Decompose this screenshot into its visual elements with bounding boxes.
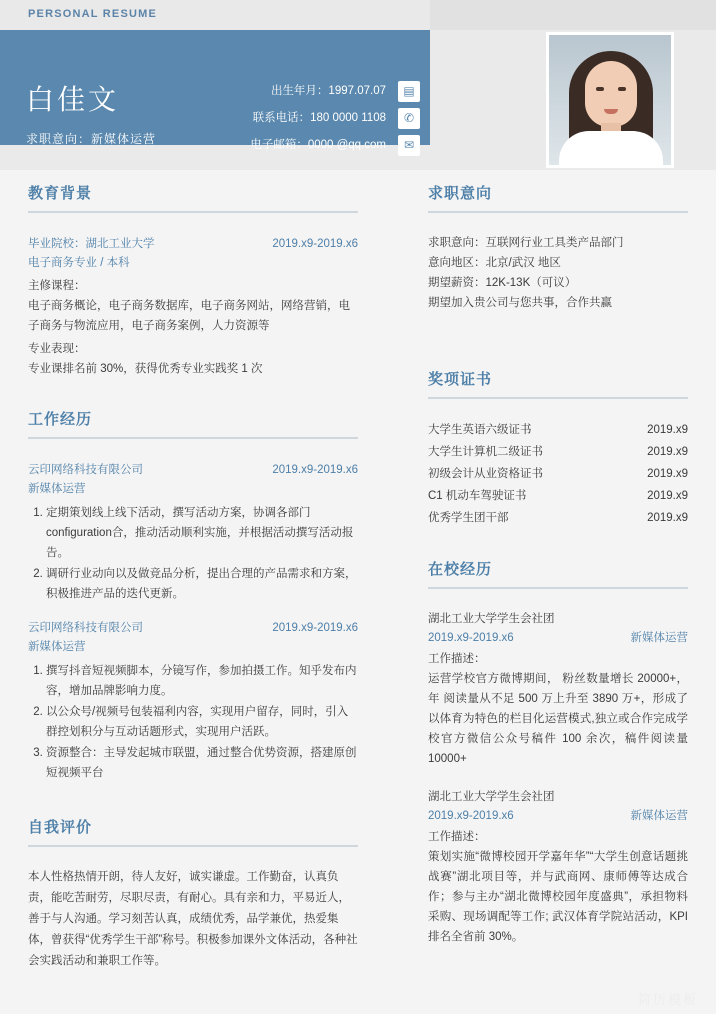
award-row [428, 441, 688, 463]
job-intent-line: 期望加入贵公司与您共事，合作共赢 [428, 297, 612, 309]
left-column [0, 170, 400, 1014]
award-name: 大学生英语六级证书 [428, 424, 532, 436]
campus-role: 新媒体运营 [630, 810, 688, 822]
education-title: 教育背景 [28, 185, 93, 202]
work-duty-list [28, 661, 358, 783]
work-company: 云印网络科技有限公司 [28, 622, 143, 634]
candidate-name: 白佳文 [26, 83, 120, 116]
avatar [546, 32, 674, 168]
section-campus [428, 558, 688, 947]
section-work [28, 408, 358, 784]
award-row [428, 507, 688, 529]
work-company: 云印网络科技有限公司 [28, 464, 143, 476]
education-date: 2019.x9-2019.x6 [272, 238, 358, 250]
campus-role: 新媒体运营 [630, 632, 688, 644]
work-date: 2019.x9-2019.x6 [272, 464, 358, 476]
campus-desc: 策划实施“微博校园开学嘉年华”“大学生创意话题挑战赛”湖北项目等，并与武商网、康师傅等达成合作；参与主办“湖北微博校园年度盛典”，承担物料采购、现场调配等工作; 武汉体育学院站活动，KPI 排名全省前 30%。 [428, 851, 688, 943]
work-role: 新媒体运营 [28, 641, 86, 653]
job-intent-line: 意向地区：北京/武汉 地区 [428, 257, 561, 269]
work-title: 工作经历 [28, 411, 93, 428]
self-evaluation-title: 自我评价 [28, 819, 93, 836]
award-date: 2019.x9 [647, 424, 688, 436]
work-duty-item: 2. 调研行业动向以及做竞品分析，提出合理的产品需求和方案，积极推进产品的迭代更新。 [46, 564, 358, 604]
contact-list [200, 78, 420, 159]
campus-desc-label: 工作描述： [428, 831, 486, 843]
contact-birthdate-text: 出生年月：1997.07.07 [270, 85, 386, 97]
education-school-row [28, 235, 358, 254]
work-duty-item: 1. 撰写抖音短视频脚本，分镜写作，参加拍摄工作。知乎发布内容，增加品牌影响力度。 [46, 661, 358, 701]
campus-meta-row [428, 629, 688, 649]
contact-email-text: 电子邮箱：0000 @qq.com [250, 139, 386, 151]
award-date: 2019.x9 [647, 446, 688, 458]
education-courses: 电子商务概论，电子商务数据库，电子商务网站，网络营销，电子商务与物流应用，电子商务案例，人力资源等 [28, 300, 350, 332]
section-awards [428, 368, 688, 529]
contact-birthdate [200, 78, 420, 105]
job-intent-title: 求职意向 [428, 185, 493, 202]
award-name: C1 机动车驾驶证书 [428, 490, 527, 502]
award-row [428, 463, 688, 485]
campus-date: 2019.x9-2019.x6 [428, 632, 514, 644]
education-performance: 专业课排名前 30%，获得优秀专业实践奖 1 次 [28, 363, 263, 375]
work-date: 2019.x9-2019.x6 [272, 622, 358, 634]
award-name: 优秀学生团干部 [428, 512, 509, 524]
top-bar-accent [430, 0, 716, 30]
campus-org: 湖北工业大学学生会社团 [428, 613, 555, 625]
work-duty-item: 3. 资源整合：主导发起城市联盟，通过整合优势资源，搭建原创短视频平台 [46, 743, 358, 783]
campus-date: 2019.x9-2019.x6 [428, 810, 514, 822]
header-job-intent: 求职意向：新媒体运营 [26, 132, 157, 146]
contact-phone [200, 105, 420, 132]
education-performance-label: 专业表现： [28, 343, 86, 355]
education-major: 电子商务专业 / 本科 [28, 257, 130, 269]
campus-title: 在校经历 [428, 561, 493, 578]
section-job-intent [428, 182, 688, 313]
work-duty-item: 2. 以公众号/视频号包装福利内容，实现用户留存，同时，引入群控划积分与互动话题形式，实现用户活跃。 [46, 702, 358, 742]
campus-desc-label: 工作描述： [428, 653, 486, 665]
work-company-row [28, 461, 358, 480]
award-name: 初级会计从业资格证书 [428, 468, 543, 480]
contact-phone-text: 联系电话：180 0000 1108 [252, 112, 386, 124]
work-company-row [28, 619, 358, 638]
work-duty-list [28, 503, 358, 604]
header-blue-panel [0, 30, 430, 152]
phone-icon: ✆ [398, 108, 420, 129]
top-bar [0, 0, 716, 30]
campus-desc: 运营学校官方微博期间， 粉丝数量增长 20000+，年 阅读量从不足 500 万上升至 3890 万+，形成了以体育为特色的栏目化运营模式,独立或合作完成学校官方微信公众号稿件 100 余次，稿件阅读量 10000+ [428, 673, 688, 765]
section-self-evaluation [28, 816, 358, 972]
award-date: 2019.x9 [647, 490, 688, 502]
section-education [28, 182, 358, 379]
award-date: 2019.x9 [647, 468, 688, 480]
award-name: 大学生计算机二级证书 [428, 446, 543, 458]
job-intent-line: 期望薪资：12K-13K（可议） [428, 277, 577, 289]
education-school: 毕业院校：湖北工业大学 [28, 238, 155, 250]
contact-email [200, 132, 420, 159]
education-courses-label: 主修课程： [28, 280, 86, 292]
self-evaluation-text: 本人性格热情开朗，待人友好，诚实谦虚。工作勤奋，认真负责，能吃苦耐劳，尽职尽责，有耐心。具有亲和力，平易近人，善于与人沟通。学习刻苦认真，成绩优秀，品学兼优，热爱集体，曾获得“优秀学生干部”称号。积极参加课外文体活动，各种社会实践活动和兼职工作等。 [28, 871, 358, 967]
campus-meta-row [428, 807, 688, 827]
job-intent-line: 求职意向：互联网行业工具类产品部门 [428, 237, 624, 249]
watermark: 简历模板 [637, 992, 698, 1007]
award-row [428, 419, 688, 441]
document-label: PERSONAL RESUME [28, 8, 158, 20]
awards-title: 奖项证书 [428, 371, 493, 388]
id-card-icon: ▤ [398, 81, 420, 102]
mail-icon: ✉ [398, 135, 420, 156]
campus-org: 湖北工业大学学生会社团 [428, 791, 555, 803]
award-date: 2019.x9 [647, 512, 688, 524]
work-role: 新媒体运营 [28, 483, 86, 495]
right-column [400, 170, 716, 1014]
award-row [428, 485, 688, 507]
work-duty-item: 1. 定期策划线上线下活动，撰写活动方案，协调各部门configuration合，推动活动顺利实施，并根据活动撰写活动报告。 [46, 503, 358, 563]
